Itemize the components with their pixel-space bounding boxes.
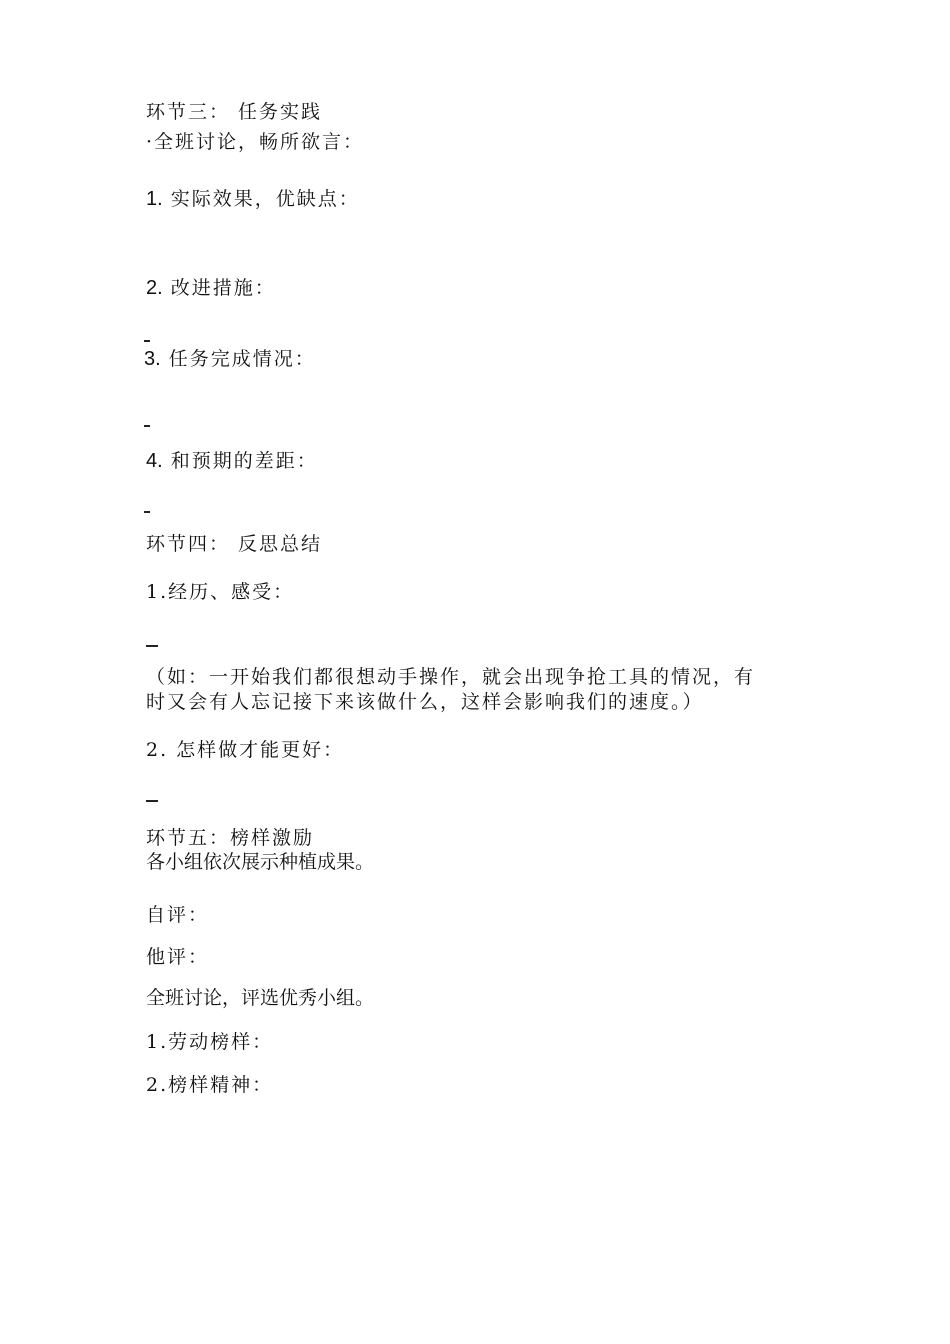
section-3-intro: ·全班讨论，畅所欲言： (146, 131, 365, 153)
section-3-question-3 (144, 347, 316, 371)
answer-blank-line (146, 645, 158, 647)
question-number: 1. (146, 188, 163, 210)
question-text: 改进措施： (170, 277, 276, 299)
answer-blank-line (144, 511, 150, 513)
section-4-title: 环节四： 反思总结 (146, 533, 323, 555)
answer-blank-line (146, 800, 158, 802)
section-5-question-1: 1.劳动榜样： (146, 1031, 274, 1053)
class-discussion-line: 全班讨论，评选优秀小组。 (146, 987, 375, 1009)
section-3-question-4 (146, 449, 318, 473)
peer-evaluation-label: 他评： (146, 946, 210, 968)
section-5-intro: 各小组依次展示种植成果。 (146, 851, 375, 873)
section-4-example-line-1: （如：一开始我们都很想动手操作，就会出现争抢工具的情况，有 (146, 666, 756, 688)
section-5-question-2: 2.榜样精神： (146, 1074, 274, 1096)
question-text: 实际效果，优缺点： (170, 188, 360, 210)
answer-blank-line (144, 425, 150, 427)
question-text: 和预期的差距： (170, 450, 318, 472)
self-evaluation-label: 自评： (146, 904, 210, 926)
question-number: 4. (146, 450, 163, 472)
section-4-question-2: 2. 怎样做才能更好： (146, 739, 345, 761)
section-4-example-line-2: 时又会有人忘记接下来该做什么，这样会影响我们的速度。） (146, 691, 704, 713)
section-5-title: 环节五：榜样激励 (146, 827, 315, 849)
section-3-question-2 (146, 276, 276, 300)
answer-blank-line (144, 340, 150, 342)
question-number: 2. (146, 277, 163, 299)
question-text: 任务完成情况： (168, 348, 316, 370)
section-3-title: 环节三： 任务实践 (146, 101, 323, 123)
question-number: 3. (144, 348, 161, 370)
section-3-question-1 (146, 187, 360, 211)
section-4-question-1: 1.经历、感受： (146, 581, 295, 603)
